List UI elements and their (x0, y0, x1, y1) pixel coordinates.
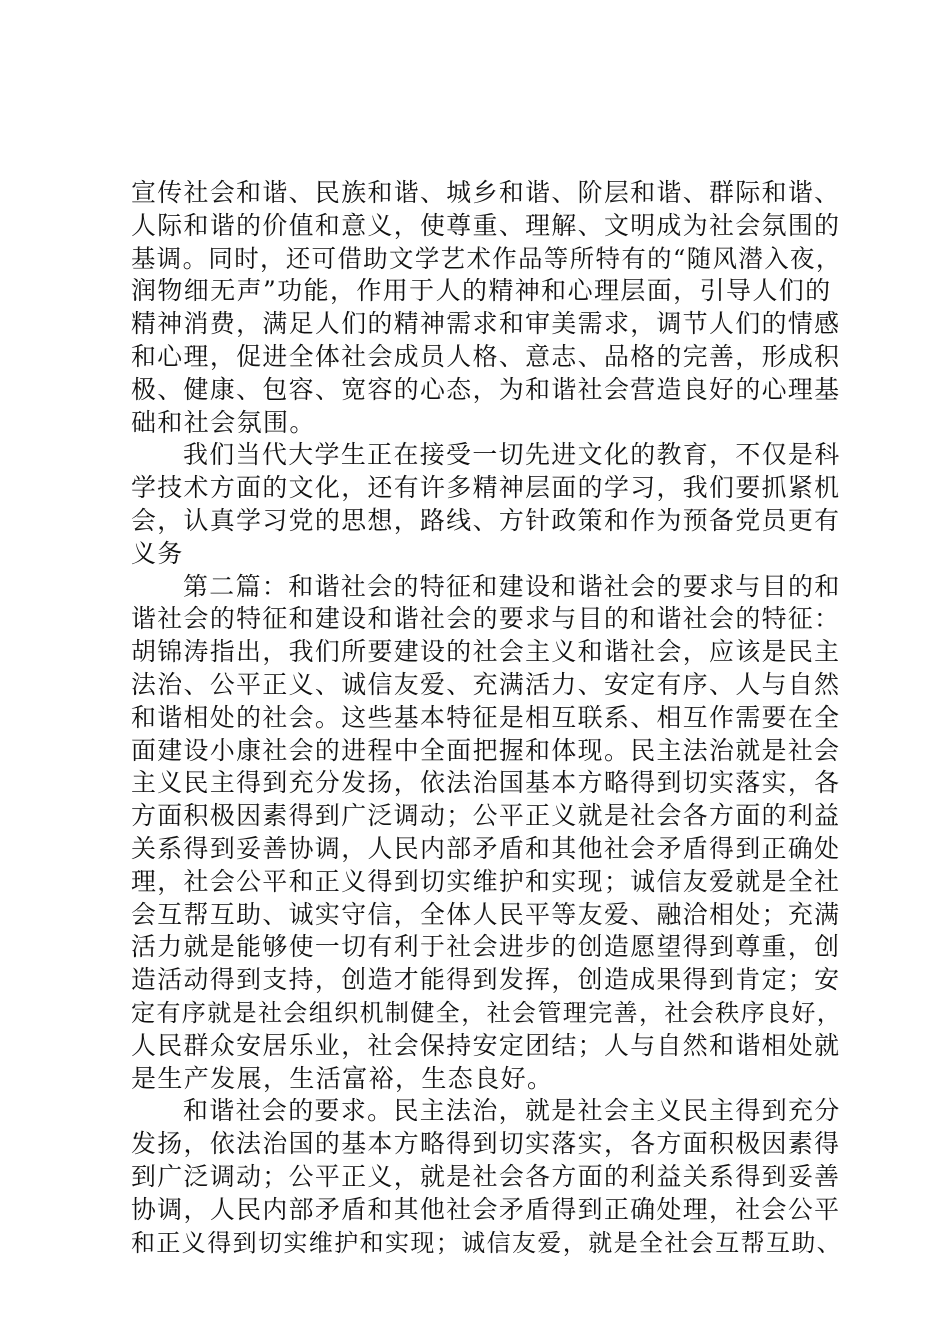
text-line: 主义民主得到充分发扬，依法治国基本方略得到切实落实，各 (131, 768, 841, 798)
text-line: 关系得到妥善协调，人民内部矛盾和其他社会矛盾得到正确处 (131, 833, 841, 863)
document-body-text (131, 177, 841, 1259)
text-line: 精神消费，满足人们的精神需求和审美需求，调节人们的情感 (131, 309, 841, 339)
text-line: 活力就是能够使一切有利于社会进步的创造愿望得到尊重，创 (131, 932, 841, 962)
text-line: 定有序就是社会组织机制健全，社会管理完善，社会秩序良好， (131, 998, 843, 1027)
text-line: 会，认真学习党的思想，路线、方针政策和作为预备党员更有 (131, 505, 841, 535)
text-line: 和正义得到切实维护和实现；诚信友爱，就是全社会互帮互助、 (131, 1228, 843, 1257)
text-line: 础和社会氛围。 (131, 407, 316, 437)
text-line: 义务 (131, 538, 184, 568)
text-line: 是生产发展，生活富裕，生态良好。 (131, 1063, 554, 1093)
text-line: 人际和谐的价值和意义，使尊重、理解、文明成为社会氛围的 (131, 210, 841, 240)
paragraph-first-line: 第二篇：和谐社会的特征和建设和谐社会的要求与目的和 (183, 571, 841, 601)
text-line: 学技术方面的文化，还有许多精神层面的学习，我们要抓紧机 (131, 473, 841, 503)
text-line: 方面积极因素得到广泛调动；公平正义就是社会各方面的利益 (131, 801, 841, 831)
text-line: 宣传社会和谐、民族和谐、城乡和谐、阶层和谐、群际和谐、 (131, 178, 841, 207)
text-line: 面建设小康社会的进程中全面把握和体现。民主法治就是社会 (131, 735, 841, 765)
text-line: 发扬，依法治国的基本方略得到切实落实，各方面积极因素得 (131, 1129, 841, 1159)
text-line: 法治、公平正义、诚信友爱、充满活力、安定有序、人与自然 (131, 669, 841, 699)
text-line: 人民群众安居乐业，社会保持安定团结；人与自然和谐相处就 (131, 1030, 841, 1060)
paragraph-first-line: 和谐社会的要求。民主法治，就是社会主义民主得到充分 (183, 1096, 841, 1126)
text-line: 和谐相处的社会。这些基本特征是相互联系、相互作需要在全 (131, 702, 841, 732)
text-line: 会互帮互助、诚实守信，全体人民平等友爱、融洽相处；充满 (131, 899, 841, 929)
text-line: 造活动得到支持，创造才能得到发挥，创造成果得到肯定；安 (131, 965, 841, 995)
text-line: 谐社会的特征和建设和谐社会的要求与目的和谐社会的特征： (131, 604, 841, 634)
text-line: 理，社会公平和正义得到切实维护和实现；诚信友爱就是全社 (131, 866, 841, 896)
text-line: 到广泛调动；公平正义，就是社会各方面的利益关系得到妥善 (131, 1161, 841, 1191)
text-line: 胡锦涛指出，我们所要建设的社会主义和谐社会，应该是民主 (131, 637, 841, 667)
text-line: 协调，人民内部矛盾和其他社会矛盾得到正确处理，社会公平 (131, 1194, 841, 1224)
paragraph-first-line: 我们当代大学生正在接受一切先进文化的教育，不仅是科 (183, 440, 841, 470)
text-line: 润物细无声”功能，作用于人的精神和心理层面，引导人们的 (131, 276, 832, 306)
text-line: 基调。同时，还可借助文学艺术作品等所特有的“随风潜入夜， (131, 243, 842, 273)
text-line: 和心理，促进全体社会成员人格、意志、品格的完善，形成积 (131, 341, 841, 371)
text-line: 极、健康、包容、宽容的心态，为和谐社会营造良好的心理基 (131, 374, 841, 404)
